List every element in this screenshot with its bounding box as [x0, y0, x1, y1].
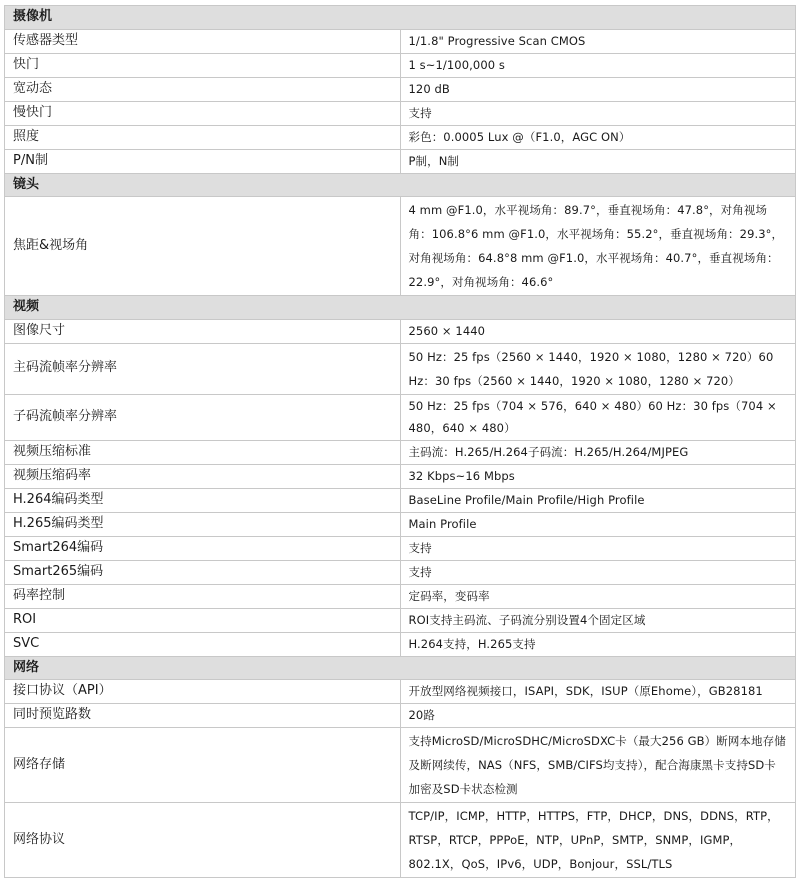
spec-key: SVC: [5, 632, 401, 656]
table-row: [5, 319, 796, 343]
spec-key: 视频压缩标准: [5, 440, 401, 464]
spec-value: 120 dB: [400, 77, 796, 101]
table-row: [5, 343, 796, 394]
table-row: [5, 440, 796, 464]
spec-key: 图像尺寸: [5, 319, 401, 343]
spec-value: 32 Kbps~16 Mbps: [400, 464, 796, 488]
table-row: [5, 197, 796, 296]
table-row: [5, 680, 796, 704]
spec-value: 支持: [400, 560, 796, 584]
spec-key: Smart265编码: [5, 560, 401, 584]
spec-value: 50 Hz：25 fps（2560 × 1440，1920 × 1080，1280 × 720）60 Hz：30 fps（2560 × 1440，1920 × 1080，1280 × 720）: [400, 343, 796, 394]
spec-key: 焦距&视场角: [5, 197, 401, 296]
spec-value: 20路: [400, 704, 796, 728]
spec-value: TCP/IP，ICMP，HTTP，HTTPS，FTP，DHCP，DNS，DDNS，RTP，RTSP，RTCP，PPPoE，NTP，UPnP，SMTP，SNMP，IGMP，802.1X，QoS，IPv6，UDP，Bonjour，SSL/TLS: [400, 803, 796, 878]
spec-value: 1 s~1/100,000 s: [400, 53, 796, 77]
spec-value: ROI支持主码流、子码流分别设置4个固定区域: [400, 608, 796, 632]
spec-key: 网络协议: [5, 803, 401, 878]
spec-key: Smart264编码: [5, 536, 401, 560]
spec-key: 主码流帧率分辨率: [5, 343, 401, 394]
spec-key: 接口协议（API）: [5, 680, 401, 704]
spec-value: 4 mm @F1.0，水平视场角：89.7°，垂直视场角：47.8°，对角视场角：106.8°6 mm @F1.0，水平视场角：55.2°，垂直视场角：29.3°，对角视场角：64.8°8 mm @F1.0，水平视场角：40.7°，垂直视场角：22.9°，对角视场角：46.6°: [400, 197, 796, 296]
section-title: 镜头: [5, 173, 796, 197]
section-header: [5, 656, 796, 680]
table-row: [5, 608, 796, 632]
spec-value: 主码流：H.265/H.264子码流：H.265/H.264/MJPEG: [400, 440, 796, 464]
table-row: [5, 536, 796, 560]
table-row: [5, 632, 796, 656]
spec-key: 同时预览路数: [5, 704, 401, 728]
spec-key: ROI: [5, 608, 401, 632]
section-header: [5, 296, 796, 320]
spec-value: 彩色：0.0005 Lux @（F1.0，AGC ON）: [400, 125, 796, 149]
table-row: [5, 53, 796, 77]
spec-table: [4, 5, 796, 878]
spec-value: 定码率，变码率: [400, 584, 796, 608]
spec-value: 50 Hz：25 fps（704 × 576，640 × 480）60 Hz：30 fps（704 × 480，640 × 480）: [400, 394, 796, 440]
table-row: [5, 149, 796, 173]
spec-key: H.264编码类型: [5, 488, 401, 512]
spec-value: 2560 × 1440: [400, 319, 796, 343]
table-row: [5, 101, 796, 125]
spec-table-body: [5, 6, 796, 878]
spec-key: H.265编码类型: [5, 512, 401, 536]
spec-key: 照度: [5, 125, 401, 149]
spec-value: 支持: [400, 536, 796, 560]
spec-key: 网络存储: [5, 728, 401, 803]
spec-key: 码率控制: [5, 584, 401, 608]
section-title: 网络: [5, 656, 796, 680]
spec-key: 慢快门: [5, 101, 401, 125]
spec-key: 传感器类型: [5, 29, 401, 53]
table-row: [5, 394, 796, 440]
table-row: [5, 728, 796, 803]
table-row: [5, 560, 796, 584]
table-row: [5, 125, 796, 149]
table-row: [5, 488, 796, 512]
table-row: [5, 803, 796, 878]
spec-value: 支持: [400, 101, 796, 125]
spec-key: P/N制: [5, 149, 401, 173]
spec-key: 宽动态: [5, 77, 401, 101]
table-row: [5, 704, 796, 728]
section-title: 摄像机: [5, 6, 796, 30]
spec-value: 1/1.8" Progressive Scan CMOS: [400, 29, 796, 53]
spec-value: BaseLine Profile/Main Profile/High Profile: [400, 488, 796, 512]
table-row: [5, 464, 796, 488]
table-row: [5, 29, 796, 53]
spec-key: 视频压缩码率: [5, 464, 401, 488]
spec-value: 开放型网络视频接口，ISAPI，SDK，ISUP（原Ehome），GB28181: [400, 680, 796, 704]
spec-value: 支持MicroSD/MicroSDHC/MicroSDXC卡（最大256 GB）断网本地存储及断网续传，NAS（NFS，SMB/CIFS均支持），配合海康黑卡支持SD卡加密及SD卡状态检测: [400, 728, 796, 803]
section-header: [5, 6, 796, 30]
spec-key: 子码流帧率分辨率: [5, 394, 401, 440]
section-title: 视频: [5, 296, 796, 320]
section-header: [5, 173, 796, 197]
table-row: [5, 584, 796, 608]
spec-key: 快门: [5, 53, 401, 77]
spec-value: Main Profile: [400, 512, 796, 536]
spec-value: H.264支持，H.265支持: [400, 632, 796, 656]
table-row: [5, 77, 796, 101]
table-row: [5, 512, 796, 536]
spec-value: P制，N制: [400, 149, 796, 173]
